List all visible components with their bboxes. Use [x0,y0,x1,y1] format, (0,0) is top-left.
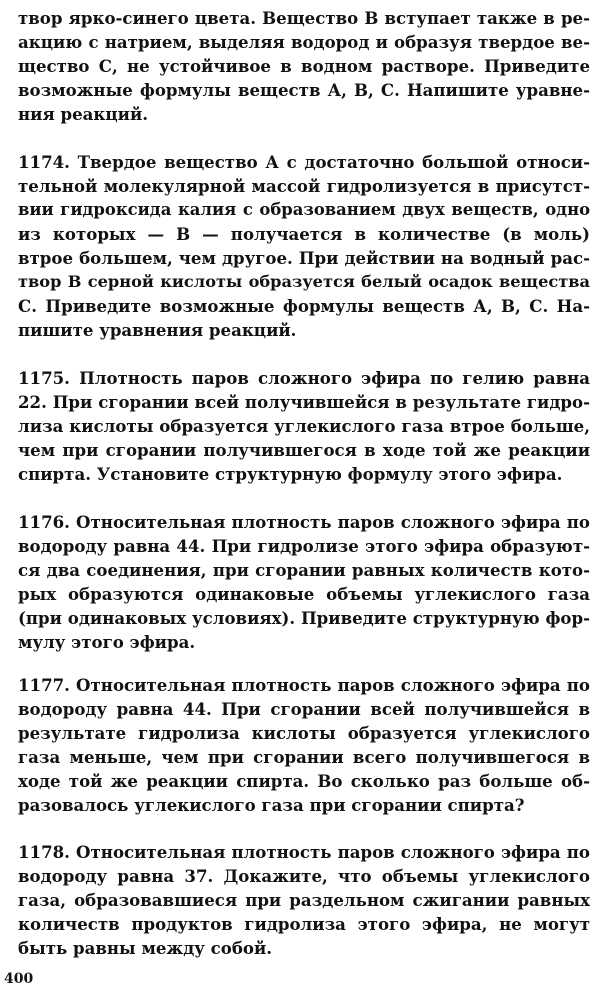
text-line: водороду равна 44. При гидролизе этого эфира образуют- [18,536,590,556]
problem-1178 [18,840,590,960]
text-line: из которых — В — получается в количестве (в моль) [18,224,590,244]
text-line: спирта. Установите структурную формулу этого эфира. [18,464,563,484]
text-line: 22. При сгорании всей получившейся в результате гидро- [18,392,590,412]
text-line: быть равны между собой. [18,938,273,958]
problem-number: 1174. [18,152,70,172]
text-line: вии гидроксида калия с образованием двух веществ, одно [18,200,590,219]
page-number: 400 [4,971,34,987]
intro-paragraph [18,6,590,126]
problem-1176 [18,510,590,654]
text-line [18,510,590,534]
text-line [18,673,590,697]
text-fragment: Относительная плотность паров сложного эфира по [69,675,590,695]
text-line: ния реакций. [18,104,149,124]
text-line: (при одинаковых условиях). Приведите структурную фор- [18,608,590,628]
text-line: возможные формулы веществ А, В, С. Напишите уравне- [18,80,590,100]
text-line: газа, образовавшиеся при раздельном сжигании равных [18,890,590,910]
text-line: ходе той же реакции спирта. Во сколько раз больше об- [18,771,590,791]
text-line: результате гидролиза кислоты образуется углекислого [18,723,590,743]
text-fragment: Твердое вещество А с достаточно большой относи- [69,152,590,172]
problem-1177 [18,673,590,817]
text-line: втрое большем, чем другое. При действии на водный рас- [18,248,590,268]
text-fragment: Плотность паров сложного эфира по гелию равна [69,368,590,388]
text-line: С. Приведите возможные формулы веществ А, В, С. На- [18,296,590,316]
text-line: лиза кислоты образуется углекислого газа втрое больше, [18,416,590,436]
text-line: рых образуются одинаковые объемы углекислого газа [18,584,590,604]
text-line: тельной молекулярной массой гидролизуется в присутст- [18,176,590,196]
problem-number: 1178. [18,842,70,862]
text-line: мулу этого эфира. [18,632,196,652]
problem-number: 1175. [18,368,70,388]
text-line: ся два соединения, при сгорании равных количеств кото- [18,560,590,580]
text-line: количеств продуктов гидролиза этого эфира, не могут [18,914,590,934]
text-line: чем при сгорании получившегося в ходе той же реакции [18,440,590,460]
text-line [18,840,590,864]
text-line: газа меньше, чем при сгорании всего получившегося в [18,747,590,767]
text-line: разовалось углекислого газа при сгорании спирта? [18,795,525,815]
problem-number: 1177. [18,675,70,695]
text-line [18,366,590,390]
text-line: щество С, не устойчивое в водном растворе. Приведите [18,56,590,76]
text-line: твор В серной кислоты образуется белый осадок вещества [18,272,590,291]
problem-1174 [18,150,590,342]
problem-number: 1176. [18,512,70,532]
problem-1175 [18,366,590,486]
text-line: водороду равна 44. При сгорании всей получившейся в [18,699,590,719]
text-fragment: Относительная плотность паров сложного эфира по [69,842,590,862]
text-line: акцию с натрием, выделяя водород и образуя твердое ве- [18,32,590,52]
text-line: пишите уравнения реакций. [18,320,297,340]
text-line: водороду равна 37. Докажите, что объемы углекислого [18,866,590,886]
text-line [18,150,590,174]
text-line: твор ярко-синего цвета. Вещество В вступает также в ре- [18,8,590,28]
text-fragment: Относительная плотность паров сложного эфира по [69,512,590,532]
